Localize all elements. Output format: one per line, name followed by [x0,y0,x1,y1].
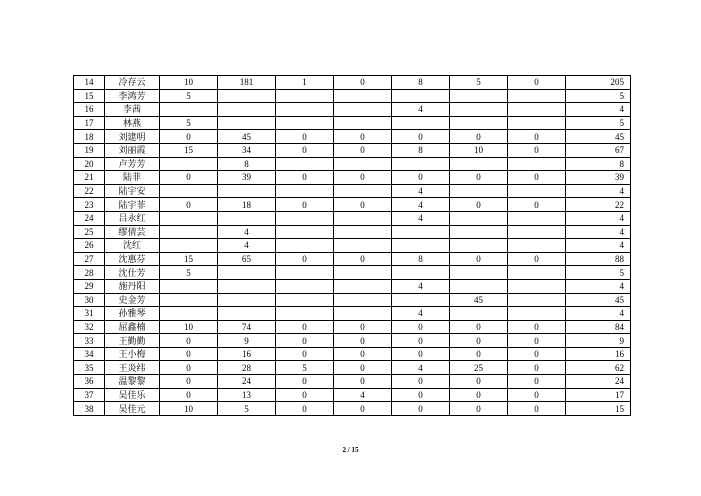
table-cell-col-4: 9 [218,334,276,348]
table-row [74,198,631,212]
table-cell-col-3: 5 [160,266,218,280]
table-cell-name: 陆宇安 [105,184,160,198]
table-cell-col-8: 0 [450,375,508,389]
table-cell-col-4 [218,116,276,130]
table-cell-col-4 [218,279,276,293]
table-cell-col-7: 8 [392,252,450,266]
table-cell-col-4: 16 [218,347,276,361]
table-cell-name: 吴佳乐 [105,388,160,402]
table-row [74,171,631,185]
table-cell-total: 67 [566,143,631,157]
table-cell-name: 李鸿芳 [105,89,160,103]
table-cell-col-5: 5 [276,361,334,375]
table-cell-col-8: 0 [450,198,508,212]
table-row [74,279,631,293]
table-cell-col-4: 45 [218,130,276,144]
table-cell-total: 24 [566,375,631,389]
table-cell-col-5: 0 [276,388,334,402]
table-row [74,361,631,375]
table-cell-col-8 [450,211,508,225]
table-cell-col-6 [334,239,392,253]
table-cell-col-3: 5 [160,116,218,130]
table-row [74,266,631,280]
table-cell-col-9: 0 [508,76,566,90]
table-row [74,89,631,103]
table-cell-col-8 [450,239,508,253]
table-cell-col-7 [392,116,450,130]
table-cell-col-6 [334,116,392,130]
table-cell-row-number: 28 [74,266,105,280]
table-cell-total: 205 [566,76,631,90]
table-cell-col-5: 0 [276,320,334,334]
table-cell-col-3 [160,307,218,321]
table-cell-col-4 [218,211,276,225]
table-cell-row-number: 23 [74,198,105,212]
table-cell-col-7: 0 [392,320,450,334]
table-cell-name: 刘丽霞 [105,143,160,157]
table-cell-col-8: 0 [450,388,508,402]
table-row [74,130,631,144]
table-cell-name: 施丹阳 [105,279,160,293]
table-cell-col-4: 13 [218,388,276,402]
table-row [74,334,631,348]
table-cell-col-7: 0 [392,334,450,348]
table-cell-col-5 [276,116,334,130]
table-cell-col-8: 10 [450,143,508,157]
table-cell-col-7: 8 [392,143,450,157]
table-cell-name: 陆菲 [105,171,160,185]
table-cell-col-3 [160,211,218,225]
table-cell-row-number: 31 [74,307,105,321]
table-cell-name: 陆宇菲 [105,198,160,212]
table-cell-col-8: 0 [450,402,508,416]
table-cell-col-5 [276,211,334,225]
table-row [74,76,631,90]
table-cell-col-4 [218,184,276,198]
table-cell-col-9 [508,157,566,171]
table-cell-col-7: 4 [392,184,450,198]
table-cell-col-7: 0 [392,388,450,402]
table-cell-col-7 [392,239,450,253]
table-cell-col-7 [392,293,450,307]
table-row [74,103,631,117]
table-cell-total: 9 [566,334,631,348]
table-cell-col-8 [450,225,508,239]
table-cell-col-6 [334,307,392,321]
table-cell-col-7: 8 [392,76,450,90]
table-cell-name: 温黎黎 [105,375,160,389]
table-cell-row-number: 24 [74,211,105,225]
table-cell-col-3 [160,239,218,253]
table-cell-col-9: 0 [508,388,566,402]
table-cell-col-5 [276,225,334,239]
table-row [74,388,631,402]
table-cell-col-8: 0 [450,130,508,144]
table-cell-col-5 [276,103,334,117]
table-cell-total: 88 [566,252,631,266]
table-cell-col-7: 4 [392,103,450,117]
table-cell-name: 卢芳芳 [105,157,160,171]
table-cell-col-4: 18 [218,198,276,212]
table-cell-col-7 [392,225,450,239]
table-cell-col-9 [508,103,566,117]
table-cell-col-4: 28 [218,361,276,375]
table-cell-total: 45 [566,293,631,307]
table-cell-name: 李茜 [105,103,160,117]
table-cell-row-number: 32 [74,320,105,334]
table-cell-col-3 [160,225,218,239]
table-cell-col-7: 4 [392,211,450,225]
table-cell-name: 史金芳 [105,293,160,307]
table-row [74,157,631,171]
table-cell-col-9 [508,239,566,253]
table-cell-col-9 [508,211,566,225]
table-cell-col-3: 0 [160,334,218,348]
table-cell-col-6: 0 [334,198,392,212]
table-cell-name: 屈鑫楠 [105,320,160,334]
table-cell-total: 4 [566,307,631,321]
table-cell-col-4: 8 [218,157,276,171]
table-cell-row-number: 35 [74,361,105,375]
table-cell-col-7 [392,266,450,280]
table-cell-total: 4 [566,225,631,239]
table-cell-total: 39 [566,171,631,185]
table-cell-col-7: 0 [392,347,450,361]
table-cell-col-3 [160,184,218,198]
table-cell-col-9 [508,279,566,293]
table-row [74,320,631,334]
table-cell-row-number: 15 [74,89,105,103]
table-cell-col-3 [160,157,218,171]
table-cell-col-4: 24 [218,375,276,389]
table-cell-col-5: 0 [276,171,334,185]
table-cell-col-5 [276,293,334,307]
table-cell-col-4: 65 [218,252,276,266]
table-cell-col-4 [218,293,276,307]
table-cell-row-number: 17 [74,116,105,130]
table-cell-col-5: 0 [276,252,334,266]
table-cell-row-number: 14 [74,76,105,90]
table-cell-col-5: 0 [276,130,334,144]
table-cell-col-6: 0 [334,320,392,334]
table-cell-col-8: 0 [450,334,508,348]
table-cell-row-number: 22 [74,184,105,198]
table-cell-total: 5 [566,266,631,280]
table-cell-name: 吴佳元 [105,402,160,416]
table-cell-col-3: 0 [160,171,218,185]
table-cell-col-5 [276,279,334,293]
table-cell-col-7: 4 [392,279,450,293]
table-cell-col-5 [276,157,334,171]
table-cell-row-number: 20 [74,157,105,171]
table-row [74,375,631,389]
table-cell-name: 吕永红 [105,211,160,225]
table-cell-col-3: 10 [160,320,218,334]
table-cell-total: 22 [566,198,631,212]
table-cell-col-3: 5 [160,89,218,103]
table-cell-name: 沈仕芳 [105,266,160,280]
table-cell-col-8 [450,184,508,198]
table-cell-col-9: 0 [508,361,566,375]
table-cell-row-number: 36 [74,375,105,389]
table-cell-row-number: 18 [74,130,105,144]
table-cell-col-8: 45 [450,293,508,307]
table-cell-total: 45 [566,130,631,144]
table-cell-name: 刘建明 [105,130,160,144]
table-cell-col-9: 0 [508,375,566,389]
table-cell-total: 4 [566,184,631,198]
table-cell-col-3: 0 [160,375,218,389]
table-cell-col-8: 0 [450,171,508,185]
table-cell-total: 16 [566,347,631,361]
table-cell-col-6: 0 [334,375,392,389]
table-cell-col-6: 4 [334,388,392,402]
table-cell-col-7: 0 [392,171,450,185]
table-cell-col-8 [450,157,508,171]
table-cell-name: 冷存云 [105,76,160,90]
table-cell-total: 4 [566,103,631,117]
table-cell-col-5: 0 [276,198,334,212]
table-cell-col-3: 15 [160,252,218,266]
table-cell-col-6: 0 [334,334,392,348]
table-row [74,347,631,361]
table-cell-total: 84 [566,320,631,334]
table-cell-col-9: 0 [508,347,566,361]
table-cell-col-9 [508,89,566,103]
table-cell-col-5: 0 [276,143,334,157]
table-cell-col-3: 15 [160,143,218,157]
table-cell-row-number: 19 [74,143,105,157]
table-cell-row-number: 37 [74,388,105,402]
table-cell-col-4: 181 [218,76,276,90]
table-cell-total: 17 [566,388,631,402]
table-cell-name: 王小梅 [105,347,160,361]
table-cell-row-number: 27 [74,252,105,266]
table-cell-col-3: 0 [160,388,218,402]
table-cell-name: 沈惠芬 [105,252,160,266]
table-cell-total: 62 [566,361,631,375]
table-cell-col-6 [334,89,392,103]
table-cell-col-7: 4 [392,198,450,212]
table-cell-col-7: 0 [392,375,450,389]
table-cell-col-9: 0 [508,252,566,266]
table-cell-col-9: 0 [508,130,566,144]
table-row [74,143,631,157]
table-cell-col-4: 74 [218,320,276,334]
table-cell-col-6: 0 [334,143,392,157]
table-cell-col-3: 0 [160,347,218,361]
table-cell-col-9: 0 [508,320,566,334]
table-cell-col-9 [508,116,566,130]
table-cell-total: 4 [566,211,631,225]
table-cell-col-7: 4 [392,307,450,321]
table-cell-col-9 [508,307,566,321]
table-cell-col-5 [276,89,334,103]
table-cell-col-6: 0 [334,361,392,375]
table-row [74,239,631,253]
table-cell-col-5 [276,184,334,198]
table-cell-col-6 [334,279,392,293]
table-cell-col-9 [508,293,566,307]
table-row [74,211,631,225]
table-row [74,402,631,416]
table-cell-col-7 [392,157,450,171]
table-cell-col-8: 0 [450,320,508,334]
table-cell-col-5: 1 [276,76,334,90]
table-cell-col-5 [276,266,334,280]
table-row [74,225,631,239]
table-cell-col-6: 0 [334,130,392,144]
table-cell-col-9: 0 [508,334,566,348]
table-cell-name: 王炎纬 [105,361,160,375]
table-cell-col-4 [218,103,276,117]
table-cell-col-4: 5 [218,402,276,416]
table-cell-row-number: 25 [74,225,105,239]
page-number: 2 / 15 [342,446,359,454]
table-cell-col-6 [334,103,392,117]
table-cell-col-7 [392,89,450,103]
table-cell-col-6: 0 [334,347,392,361]
table-cell-row-number: 26 [74,239,105,253]
table-cell-col-5 [276,307,334,321]
table-cell-total: 4 [566,279,631,293]
table-cell-name: 缪倩芸 [105,225,160,239]
table-cell-col-6 [334,266,392,280]
table-cell-col-9: 0 [508,171,566,185]
table-cell-col-6 [334,211,392,225]
table-cell-row-number: 30 [74,293,105,307]
table-cell-col-6 [334,184,392,198]
table-cell-col-3 [160,279,218,293]
table-cell-col-8 [450,279,508,293]
table-cell-col-4: 4 [218,225,276,239]
table-cell-col-9 [508,266,566,280]
table-cell-col-3 [160,103,218,117]
table-cell-col-6 [334,157,392,171]
table-cell-total: 15 [566,402,631,416]
table-cell-col-8 [450,103,508,117]
table-cell-col-7: 0 [392,402,450,416]
table-cell-row-number: 33 [74,334,105,348]
table-cell-col-7: 4 [392,361,450,375]
table-cell-col-6: 0 [334,402,392,416]
table-cell-col-3: 0 [160,198,218,212]
table-cell-col-8: 25 [450,361,508,375]
table-cell-col-6: 0 [334,76,392,90]
table-cell-name: 王勤勤 [105,334,160,348]
table-cell-col-7: 0 [392,130,450,144]
table-row [74,293,631,307]
table-row [74,252,631,266]
table-cell-col-4: 34 [218,143,276,157]
table-cell-col-5: 0 [276,375,334,389]
table-row [74,307,631,321]
table-cell-row-number: 21 [74,171,105,185]
table-cell-col-8: 5 [450,76,508,90]
table-cell-col-6 [334,293,392,307]
table-cell-col-6 [334,225,392,239]
table-cell-col-5: 0 [276,402,334,416]
table-cell-col-5 [276,239,334,253]
table-row [74,184,631,198]
table-cell-col-4 [218,266,276,280]
table-cell-name: 沈红 [105,239,160,253]
table-cell-col-9 [508,184,566,198]
table-cell-row-number: 29 [74,279,105,293]
table-cell-col-4: 39 [218,171,276,185]
table-cell-col-3 [160,293,218,307]
table-row [74,116,631,130]
table-cell-col-8: 0 [450,347,508,361]
table-cell-col-8 [450,307,508,321]
table-cell-total: 5 [566,116,631,130]
table-cell-col-8: 0 [450,252,508,266]
data-table [73,75,631,416]
table-cell-col-6: 0 [334,252,392,266]
table-cell-col-5: 0 [276,347,334,361]
table-cell-col-9: 0 [508,198,566,212]
table-cell-total: 4 [566,239,631,253]
table-cell-col-3: 10 [160,402,218,416]
table-cell-total: 8 [566,157,631,171]
table-cell-col-3: 0 [160,130,218,144]
table-cell-col-8 [450,116,508,130]
table-cell-row-number: 38 [74,402,105,416]
table-cell-name: 林燕 [105,116,160,130]
table-cell-col-9: 0 [508,402,566,416]
table-cell-row-number: 16 [74,103,105,117]
table-cell-row-number: 34 [74,347,105,361]
table-cell-col-6: 0 [334,171,392,185]
table-cell-name: 孙雅琴 [105,307,160,321]
table-cell-col-3: 10 [160,76,218,90]
table-body [74,76,631,416]
table-cell-col-8 [450,89,508,103]
table-cell-col-8 [450,266,508,280]
table-cell-col-4: 4 [218,239,276,253]
table-cell-col-5: 0 [276,334,334,348]
table-cell-col-4 [218,307,276,321]
table-cell-col-9 [508,225,566,239]
table-cell-total: 5 [566,89,631,103]
table-cell-col-9: 0 [508,143,566,157]
table-cell-col-4 [218,89,276,103]
table-cell-col-3: 0 [160,361,218,375]
